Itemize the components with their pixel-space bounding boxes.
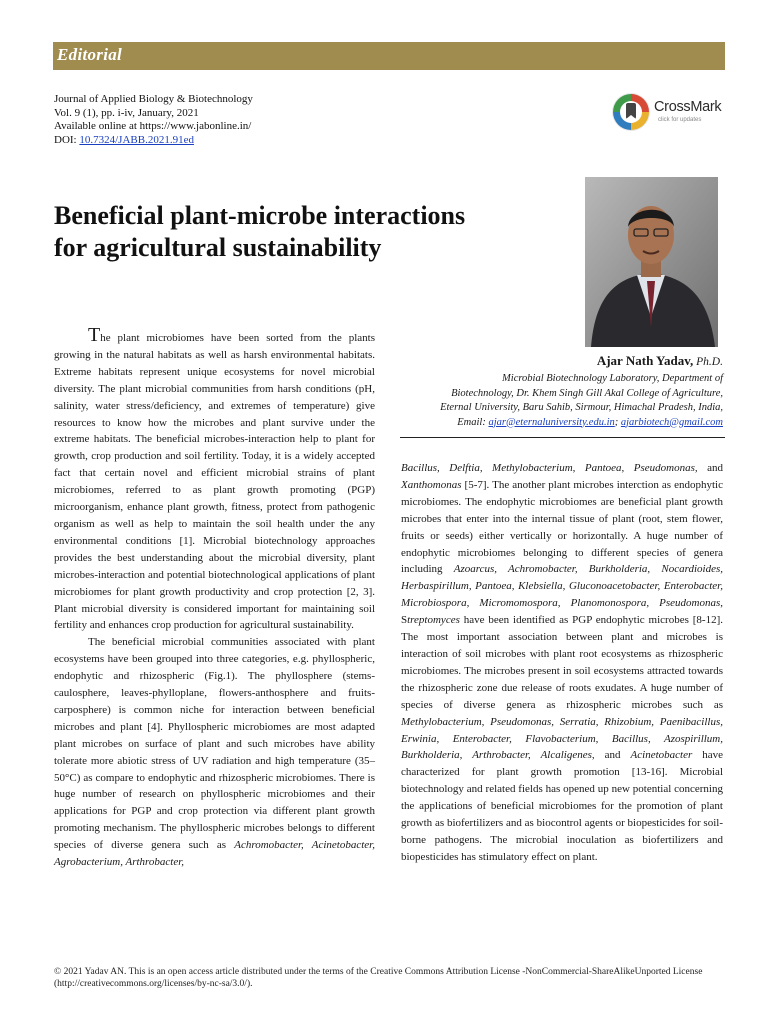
genus-name: treptomyces	[407, 614, 460, 627]
crossmark-icon	[611, 92, 651, 132]
genera-list: Achromobacter, Acinetobacter, Agrobacterium, Arthrobacter,	[54, 839, 375, 869]
journal-info	[54, 93, 253, 147]
body-column-right	[401, 460, 723, 866]
editorial-banner	[53, 42, 725, 70]
text-span: , S	[401, 597, 723, 627]
genus-name: Acinetobacter	[630, 749, 693, 762]
author-photo	[585, 177, 718, 347]
genera-list: Azoarcus, Achromobacter, Burkholderia, Nocardioides, Herbaspirillum, Pantoea, Klebsiella, Gluconoacetobacter, Enterobacter, Microbiospora, Micromomospora, Planomonospora, Pseudomonas	[401, 563, 723, 610]
doi-label: DOI:	[54, 133, 80, 146]
paragraph-2	[54, 634, 375, 871]
crossmark-badge[interactable]	[611, 91, 721, 135]
divider	[400, 437, 725, 438]
drop-cap: T	[88, 324, 101, 346]
genera-list: Bacillus, Delftia, Methylobacterium, Pantoea, Pseudomonas,	[401, 462, 698, 474]
affil-line-1: Microbial Biotechnology Laboratory, Department of	[502, 373, 723, 384]
affil-line-2: Biotechnology, Dr. Khem Singh Gill Akal College of Agriculture,	[451, 387, 723, 399]
genera-list: Methylobacterium, Pseudomonas, Serratia, Rhizobium, Paenibacillus, Erwinia, Enterobacter, Flavobacterium, Bacillus, Azospirillum, Burkholderia, Arthrobacter, Alcaligenes,	[401, 715, 723, 762]
text-span: [5-7]. The another plant microbes interction as endophytic microbiomes. The endophytic microbiomes are beneficial plant growth microbes that enter into the internal tissue of plant (root, stem flower, fruits or seeds) either vertically or horizontally. A huge number of endophytic microbiomes belonging to different species of genera including	[401, 478, 723, 576]
body-column-left	[54, 324, 375, 871]
title-line-1: Beneficial plant-microbe interactions	[54, 201, 466, 230]
author-fullname: Ajar Nath Yadav,	[596, 353, 694, 368]
section-label: Editorial	[57, 45, 123, 64]
paragraph-1-text: he plant microbiomes have been sorted from the plants growing in the natural habitats as well as harsh environmental habitats. Extreme habitats represent unique ecosystems for novel microbial diversity. The plant microbial communities from harsh conditions (pH, salinity, water stress/deficiency, and extremes of temperature) give resources to know how the microbes and plant survive under the extreme habitats. The beneficial microbes-interaction help to plant for growth, crop production and soil fertility. Today, it is a widely accepted fact that certain novel and efficient microbial strains of plant microbiomes, referred to as plant growth promoting (PGP) microorganism, enhance plant growth, fitness, protect from pathogenic organism as well as help to maintain the soil health under the any environmental conditions [1]. Microbial biotechnology approaches provides the best understanding about the microbial diversity, plant microbes-interaction and potential biotechnological applications of plant microbiomes for plant growth productivity and crop protection [2, 3]. Plant microbial diversity is considered important for maintaining soil fertility and enhances crop production for agricultural sustainability.	[54, 332, 375, 632]
journal-name: Journal of Applied Biology & Biotechnology	[54, 93, 253, 105]
author-affiliation	[363, 372, 723, 430]
email-label: Email:	[457, 416, 489, 428]
affil-line-3: Eternal University, Baru Sahib, Sirmour, Himachal Pradesh, India,	[440, 402, 723, 413]
license-footer: © 2021 Yadav AN. This is an open access article distributed under the terms of the Creative Commons Attribution License -NonCommercial-ShareAlikeUnported License (http://creativecommons.org/licenses/by-nc-sa/3.0/).	[54, 967, 703, 989]
journal-doi	[54, 134, 253, 148]
doi-link[interactable]: 10.7324/JABB.2021.91ed	[79, 133, 194, 146]
email-link-2[interactable]: ajarbiotech@gmail.com	[620, 416, 723, 428]
journal-volume: Vol. 9 (1), pp. i-iv, January, 2021	[54, 106, 199, 119]
crossmark-label: CrossMark	[654, 99, 722, 115]
title-line-2: for agricultural sustainability	[54, 233, 382, 262]
author-email	[363, 416, 723, 431]
text-span: and	[594, 749, 631, 762]
crossmark-sublabel: click for updates	[658, 117, 702, 123]
text-span: have characterized for plant growth promotion [13-16]. Microbial biotechnology and related fields has opened up new potential concerning the applications of beneficial microbiomes for the promotion of plant growth as biofertilizers and as biocontrol agents or biopesticides for soil-borne pathogens. The microbial inoculation as biofertilizers and biopesticides has stimulatory effect on plant.	[401, 749, 723, 863]
text-span: and	[697, 462, 723, 474]
article-title	[54, 200, 554, 264]
journal-url: Available online at https://www.jabonline.in/	[54, 120, 252, 132]
genus-name: Xanthomonas	[401, 478, 462, 491]
author-name	[597, 353, 723, 369]
paragraph-3	[401, 460, 723, 866]
author-degree: Ph.D.	[693, 356, 723, 368]
email-link-1[interactable]: ajar@eternaluniversity.edu.in	[488, 416, 615, 428]
paragraph-1	[54, 324, 375, 634]
text-span: have been identified as PGP endophytic microbes [8-12]. The most important association between plant and microbes is interaction of soil microbes with plant root ecosystems as rhizospheric microbiomes. The microbes present in soil ecosystems attracted towards the rhizospheric zone due release of roots exudates. A huge number of species of diverse genera as rhizospheric microbes such as	[401, 614, 723, 711]
email-separator: ;	[614, 416, 621, 428]
paragraph-2-text: The beneficial microbial communities associated with plant ecosystems have been grouped into three categories, e.g. phyllospheric, endophytic and rhizospheric (Fig.1). The phyllosphere (stems-caulosphere, leaves-phylloplane, flowers-anthosphere and fruits-carposphere) is common niche for interaction between beneficial microbes and plant [4]. Phyllospheric microbiomes are most adapted plant microbes on surface of plant and such microbes have ability tolerate more abiotic stress of UV radiation and high temperature (35–50°C) as compare to endophytic and rhizospheric microbiomes. There is huge number of research on phyllospheric microbiomes and their applications for PGP and crop protection via different plant growth promoting mechanism. The phyllospheric microbes belongs to different species of diverse genera such as	[54, 636, 375, 852]
